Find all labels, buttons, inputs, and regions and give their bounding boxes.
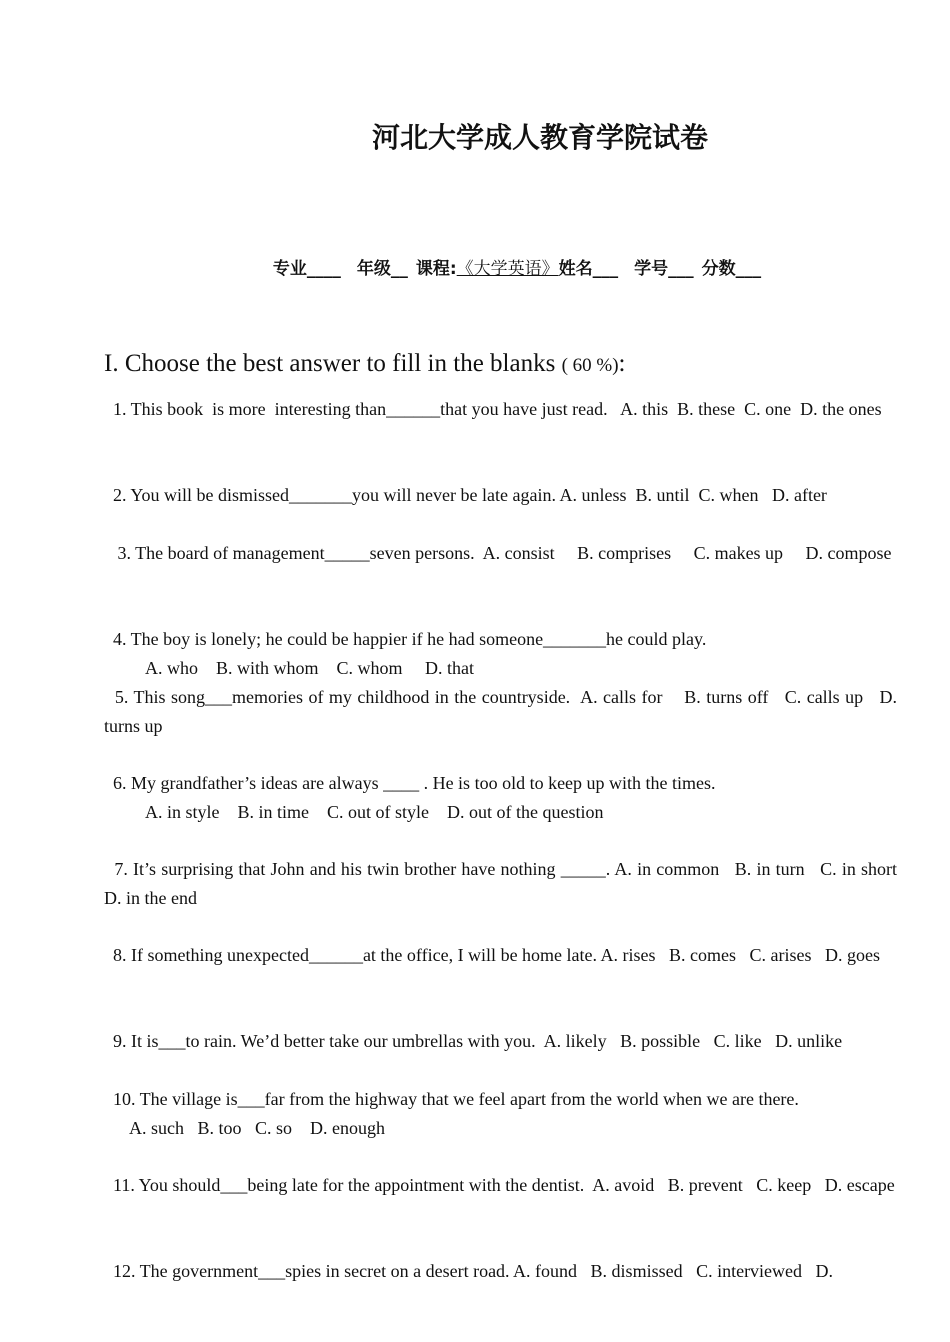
section-colon: :	[618, 350, 626, 377]
question-12	[104, 1257, 897, 1286]
student-info-line	[0, 254, 950, 279]
course-name: 《大学英语》	[456, 259, 559, 279]
question-10	[104, 1085, 897, 1143]
question-text: 9. It is___to rain. We’d better take our umbrellas with you. A. likely B. possible C. like D. unlike	[104, 1031, 843, 1051]
question-3	[104, 539, 897, 568]
question-options: A. in style B. in time C. out of style D. out of the question	[145, 802, 604, 822]
section-heading	[104, 350, 626, 378]
question-text: 4. The boy is lonely; he could be happier if he had someone_______he could play.	[104, 629, 707, 649]
question-7	[104, 855, 911, 913]
question-options: A. such B. too C. so D. enough	[129, 1118, 385, 1138]
question-text: 1. This book is more interesting than______that you have just read. A. this B. these C. one D. the ones	[104, 399, 882, 419]
major-field: 专业____	[272, 259, 341, 279]
student-id-field: 学号___	[634, 259, 694, 279]
question-2	[104, 481, 897, 510]
question-1	[104, 395, 897, 424]
exam-title: 河北大学成人教育学院试卷	[371, 121, 708, 154]
question-text: 10. The village is___far from the highway that we feel apart from the world when we are there.	[104, 1089, 799, 1109]
course-label: 课程:	[415, 259, 457, 279]
name-field: 姓名___	[558, 259, 619, 279]
question-9	[104, 1027, 897, 1056]
grade-field: 年级__	[356, 259, 408, 279]
question-5	[104, 683, 902, 741]
section-number: I.	[104, 350, 119, 377]
question-6	[104, 769, 897, 827]
question-text: 3. The board of management_____seven persons. A. consist B. comprises C. makes up D. compose	[104, 543, 892, 563]
question-text: 2. You will be dismissed_______you will never be late again. A. unless B. until C. when D. after	[104, 485, 827, 505]
section-weight: ( 60 %)	[561, 355, 619, 376]
section-instruction: Choose the best answer to fill in the blanks	[118, 350, 562, 377]
question-text: 12. The government___spies in secret on a desert road. A. found B. dismissed C. interviewed D.	[104, 1261, 834, 1281]
question-8	[104, 941, 897, 970]
question-text: 6. My grandfather’s ideas are always ____ . He is too old to keep up with the times.	[104, 773, 716, 793]
question-options: A. who B. with whom C. whom D. that	[145, 658, 475, 678]
question-11	[104, 1171, 897, 1200]
question-text: 7. It’s surprising that John and his twin brother have nothing _____. A. in common B. in turn C. in short D. in the end	[104, 859, 911, 908]
question-4	[104, 625, 897, 683]
question-text: 5. This song___memories of my childhood in the countryside. A. calls for B. turns off C. calls up D. turns up	[104, 687, 902, 736]
question-text: 11. You should___being late for the appointment with the dentist. A. avoid B. prevent C. keep D. escape	[104, 1175, 895, 1195]
score-field: 分数___	[701, 259, 762, 279]
question-text: 8. If something unexpected______at the office, I will be home late. A. rises B. comes C. arises D. goes	[104, 945, 880, 965]
